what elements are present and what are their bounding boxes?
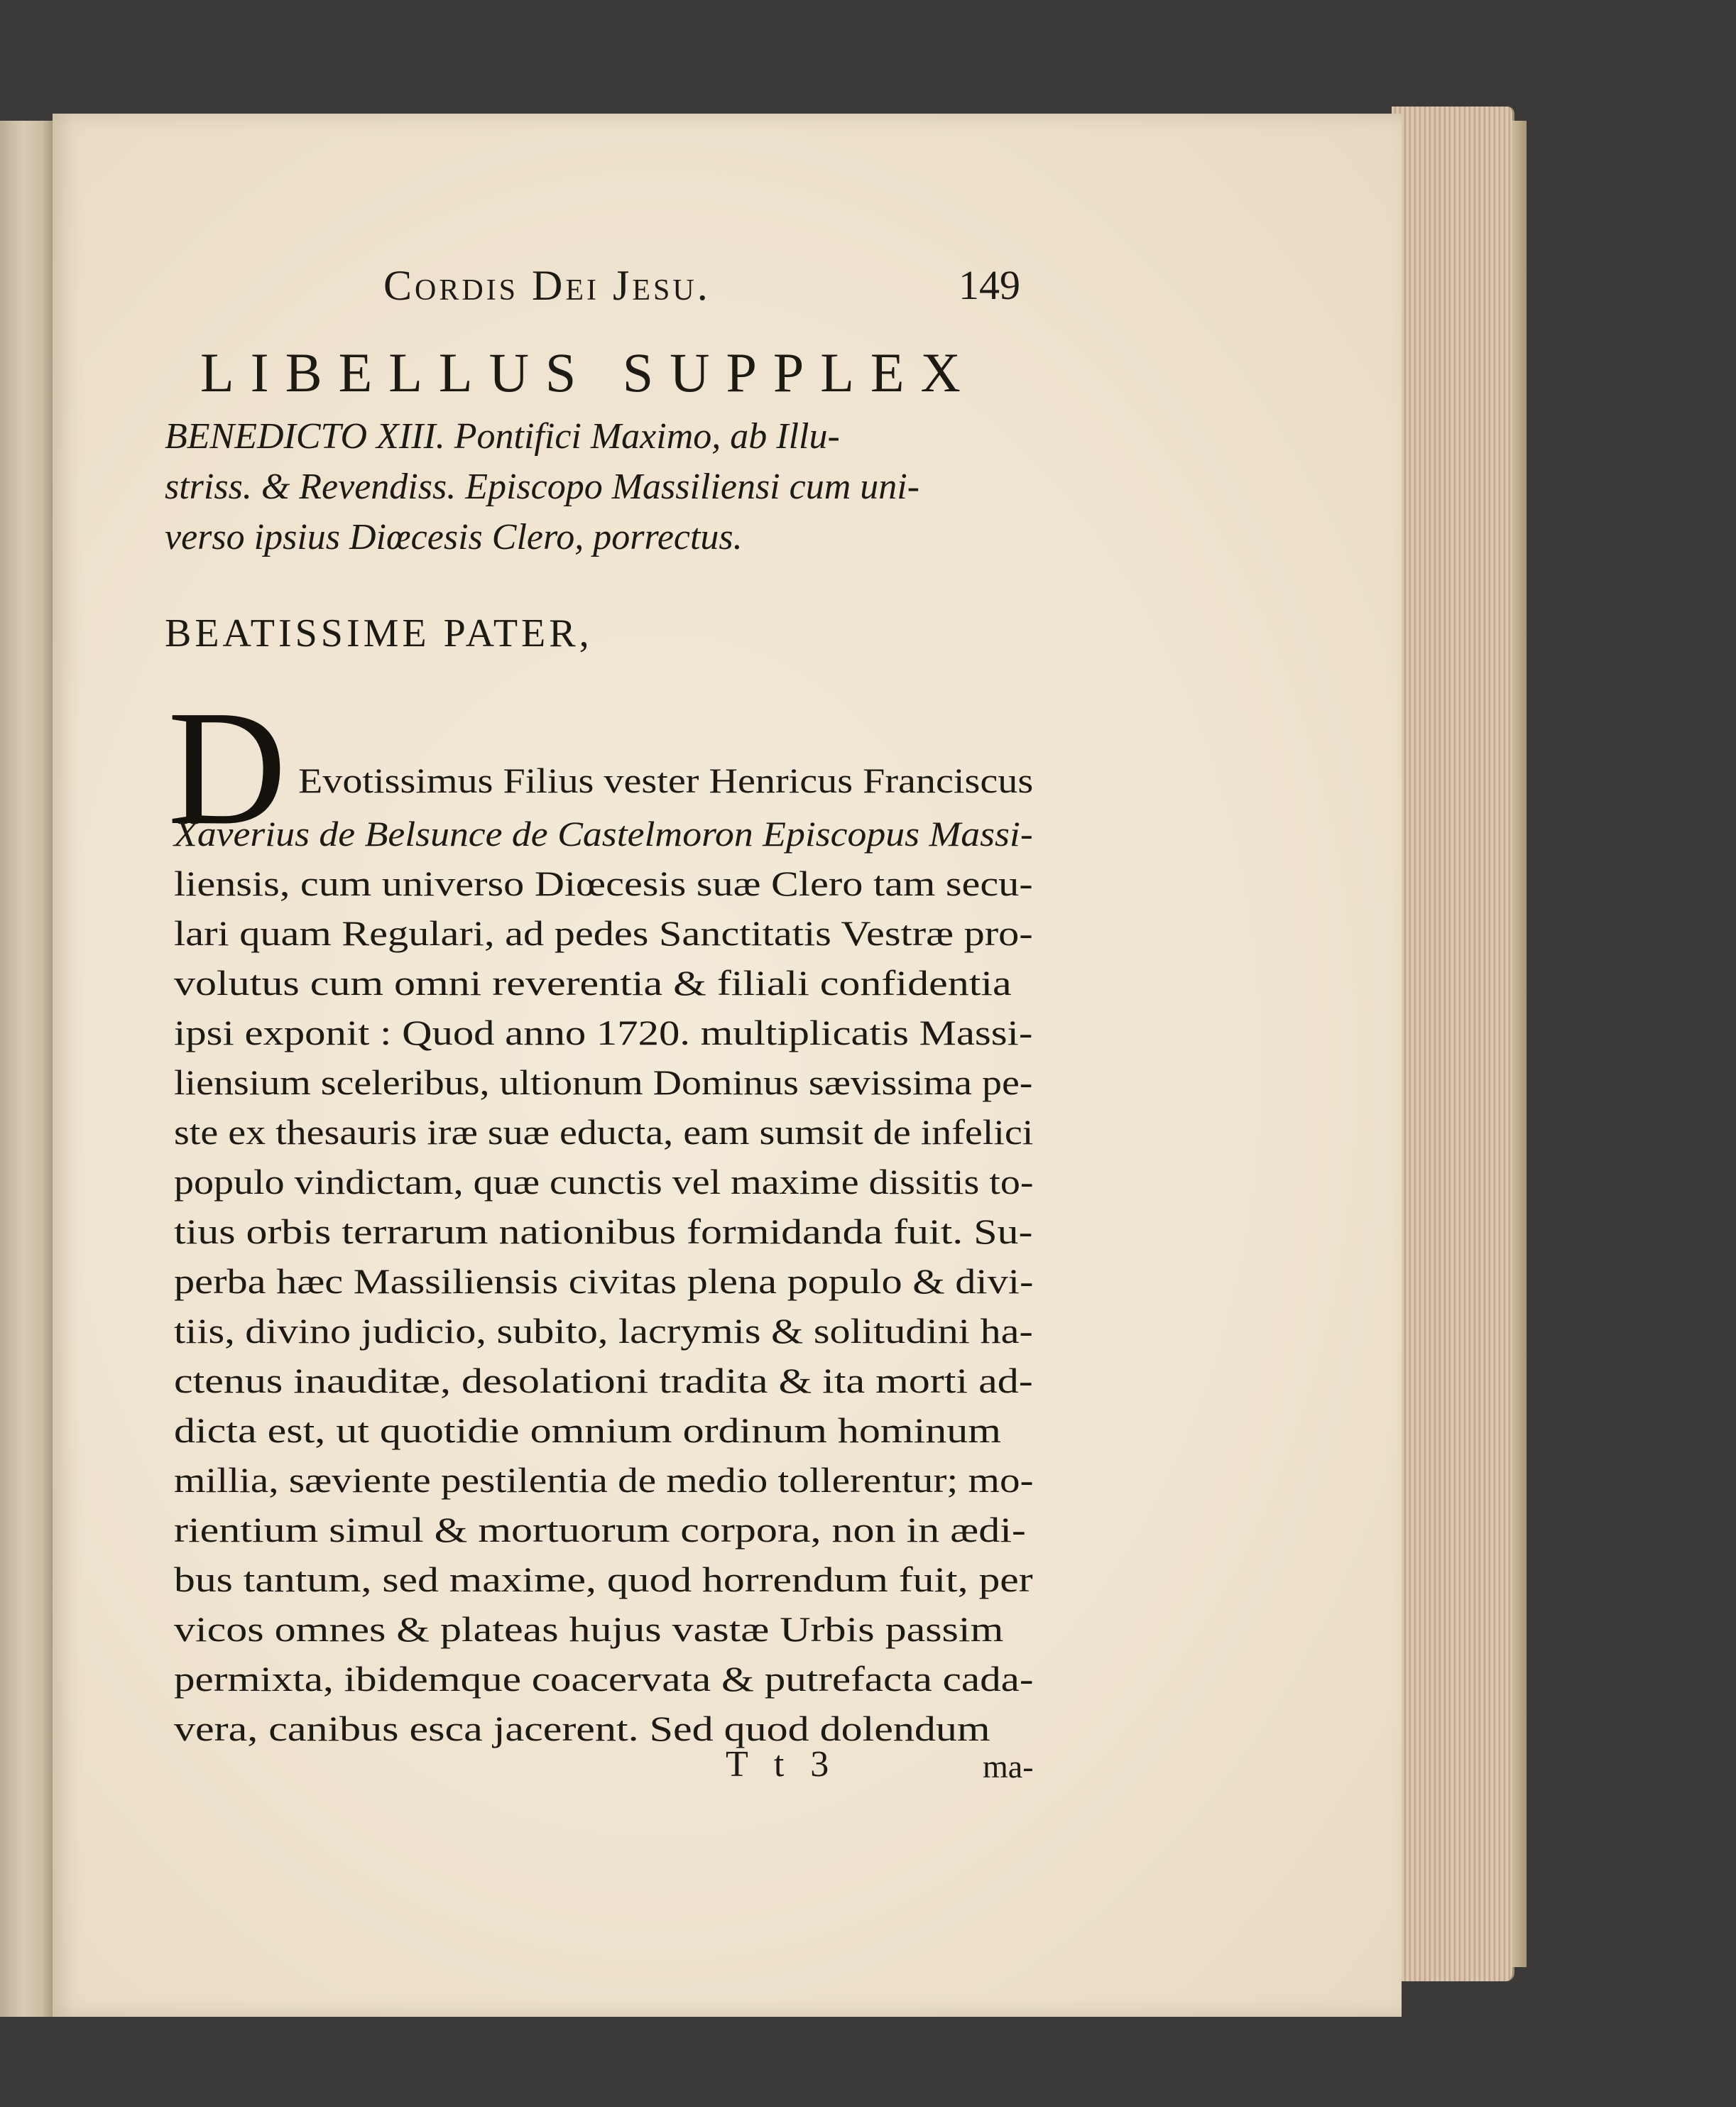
page-block-edges xyxy=(1392,107,1514,1981)
signature-mark: T t 3 xyxy=(726,1744,838,1785)
body-line: millia, sæviente pestilentia de medio tollerentur; mo- xyxy=(174,1460,1034,1500)
facing-page-edge xyxy=(0,121,54,2017)
body-line: bus tantum, sed maxime, quod horrendum fuit, per xyxy=(174,1559,1033,1599)
drop-cap-initial: D xyxy=(168,677,287,859)
page-footer xyxy=(165,1743,1034,1786)
body-line: vera, canibus esca jacerent. Sed quod dolendum xyxy=(174,1709,990,1748)
body-line: liensis, cum universo Diœcesis suæ Clero tam secu- xyxy=(174,864,1033,903)
salutation: BEATISSIME PATER, xyxy=(165,611,593,655)
binding-board xyxy=(1512,121,1527,1967)
section-title: LIBELLUS SUPPLEX xyxy=(200,342,977,403)
subtitle-line: BENEDICTO XIII. Pontifici Maximo, ab Illu- xyxy=(165,416,840,457)
body-line: perba hæc Massiliensis civitas plena populo & divi- xyxy=(174,1261,1034,1301)
subtitle-line: verso ipsius Diœcesis Clero, porrectus. xyxy=(165,517,743,557)
running-head: Cordis Dei Jesu. xyxy=(383,262,711,309)
subtitle-line: striss. & Revendiss. Episcopo Massiliensi cum uni- xyxy=(165,467,920,507)
body-line: volutus cum omni reverentia & filiali confidentia xyxy=(174,963,1012,1003)
body-line: lari quam Regulari, ad pedes Sanctitatis Vestræ pro- xyxy=(174,913,1033,953)
body-line: rientium simul & mortuorum corpora, non in ædi- xyxy=(174,1510,1026,1550)
body-line: Evotissimus Filius vester Henricus Franciscus xyxy=(298,761,1034,800)
body-line: permixta, ibidemque coacervata & putrefacta cada- xyxy=(174,1659,1034,1699)
body-line: ctenus inauditæ, desolationi tradita & ita morti ad- xyxy=(174,1361,1033,1400)
body-line: ipsi exponit : Quod anno 1720. multiplicatis Massi- xyxy=(174,1013,1033,1052)
body-line: Xaverius de Belsunce de Castelmoron Episcopus Massi- xyxy=(174,814,1033,854)
body-line: populo vindictam, quæ cunctis vel maxime dissitis to- xyxy=(174,1162,1034,1202)
body-line: ste ex thesauris iræ suæ educta, eam sumsit de infelici xyxy=(174,1112,1034,1152)
page-number: 149 xyxy=(959,262,1020,308)
body-line: vicos omnes & plateas hujus vastæ Urbis passim xyxy=(174,1609,1004,1649)
catchword: ma- xyxy=(983,1748,1034,1785)
page-header xyxy=(334,261,1044,311)
body-line: dicta est, ut quotidie omnium ordinum hominum xyxy=(174,1410,1001,1450)
body-line: liensium sceleribus, ultionum Dominus sævissima pe- xyxy=(174,1062,1033,1102)
body-line: tiis, divino judicio, subito, lacrymis & solitudini ha- xyxy=(174,1311,1033,1351)
body-line: tius orbis terrarum nationibus formidanda fuit. Su- xyxy=(174,1212,1033,1251)
